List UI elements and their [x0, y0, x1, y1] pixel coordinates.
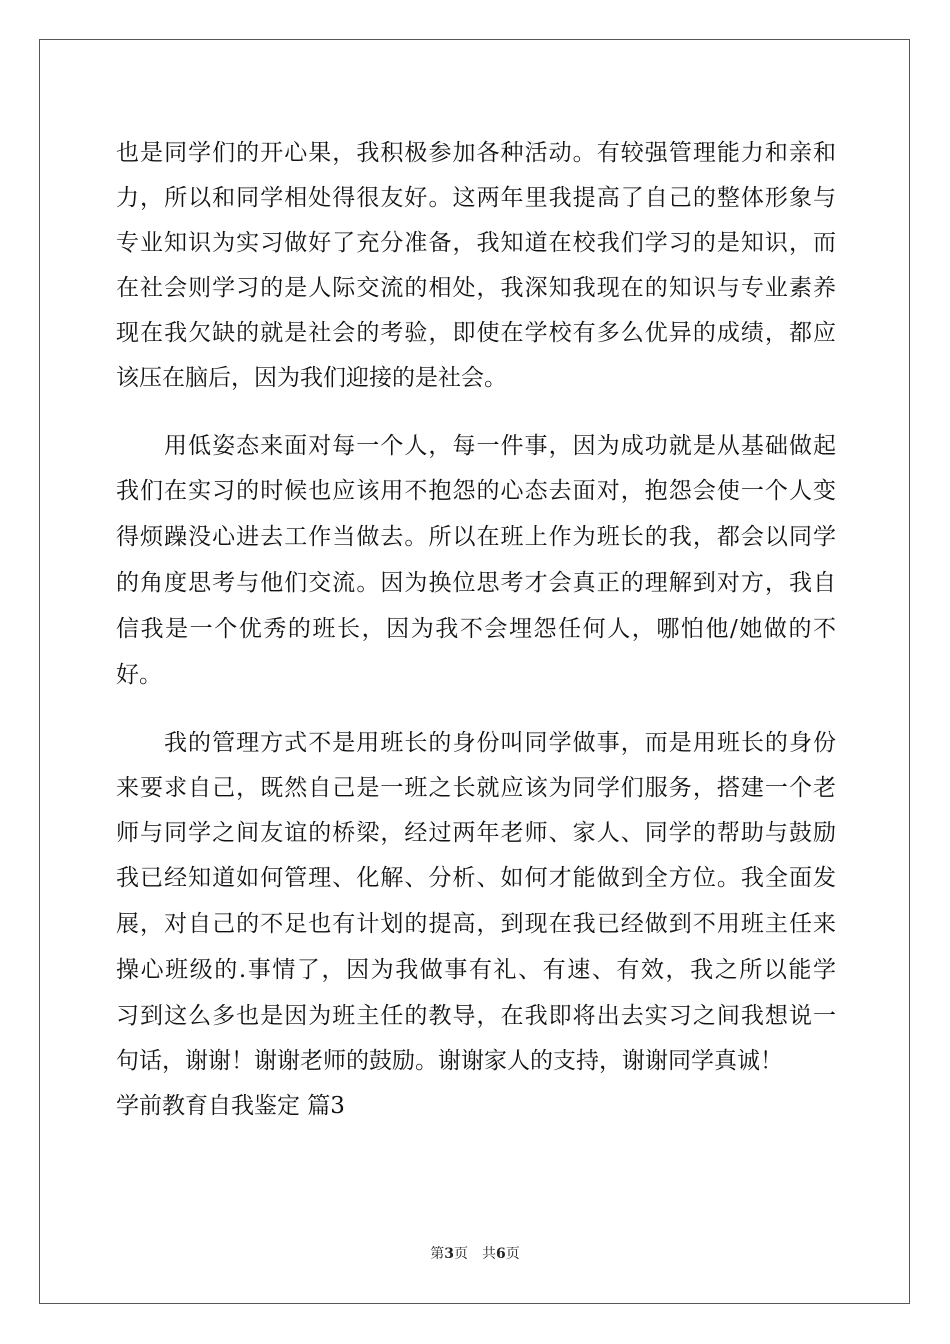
text-line: 我们在实习的时候也应该用不抱怨的心态去面对，抱怨会使一个人变	[116, 478, 836, 504]
page-suffix: 页	[454, 1246, 468, 1262]
page-footer	[0, 1244, 950, 1264]
text-line: 现在我欠缺的就是社会的考验，即使在学校有多么优异的成绩，都应	[116, 320, 836, 346]
page-prefix: 第	[430, 1246, 445, 1262]
text-line: 我已经知道如何管理、化解、分析、如何才能做到全方位。我全面发	[116, 865, 836, 891]
text-line: 该压在脑后，因为我们迎接的是社会。	[116, 365, 507, 391]
text-line: 的角度思考与他们交流。因为换位思考才会真正的理解到对方，我自	[116, 570, 836, 596]
text-line: 信我是一个优秀的班长，因为我不会埋怨任何人，哪怕他/她做的不	[116, 616, 836, 642]
text-line: 专业知识为实习做好了充分准备，我知道在校我们学习的是知识，而	[116, 230, 836, 256]
text-line: 也是同学们的开心果，我积极参加各种活动。有较强管理能力和亲和	[116, 140, 836, 166]
text-line: 力，所以和同学相处得很友好。这两年里我提高了自己的整体形象与	[116, 185, 836, 211]
total-pages: 6	[496, 1246, 506, 1262]
total-suffix: 页	[505, 1246, 520, 1262]
text-line: 在社会则学习的是人际交流的相处，我深知我现在的知识与专业素养	[116, 275, 836, 301]
text-line: 来要求自己，既然自己是一班之长就应该为同学们服务，搭建一个老	[116, 775, 836, 801]
text-line: 习到这么多也是因为班主任的教导，在我即将出去实习之间我想说一	[116, 1003, 836, 1029]
text-line: 师与同学之间友谊的桥梁，经过两年老师、家人、同学的帮助与鼓励	[116, 820, 836, 846]
text-line: 展，对自己的不足也有计划的提高，到现在我已经做到不用班主任来	[116, 911, 836, 937]
text-line: 操心班级的.事情了，因为我做事有礼、有速、有效，我之所以能学	[116, 957, 836, 983]
text-line: 好。	[116, 662, 162, 688]
section-heading: 学前教育自我鉴定 篇3	[116, 1093, 345, 1119]
text-line: 句话，谢谢！谢谢老师的鼓励。谢谢家人的支持，谢谢同学真诚！	[116, 1048, 783, 1074]
page-number: 3	[444, 1246, 454, 1262]
text-line: 得烦躁没心进去工作当做去。所以在班上作为班长的我，都会以同学	[116, 524, 836, 550]
total-prefix: 共	[482, 1246, 496, 1262]
text-line: 用低姿态来面对每一个人，每一件事，因为成功就是从基础做起	[164, 433, 836, 459]
text-line: 我的管理方式不是用班长的身份叫同学做事，而是用班长的身份	[164, 730, 836, 756]
